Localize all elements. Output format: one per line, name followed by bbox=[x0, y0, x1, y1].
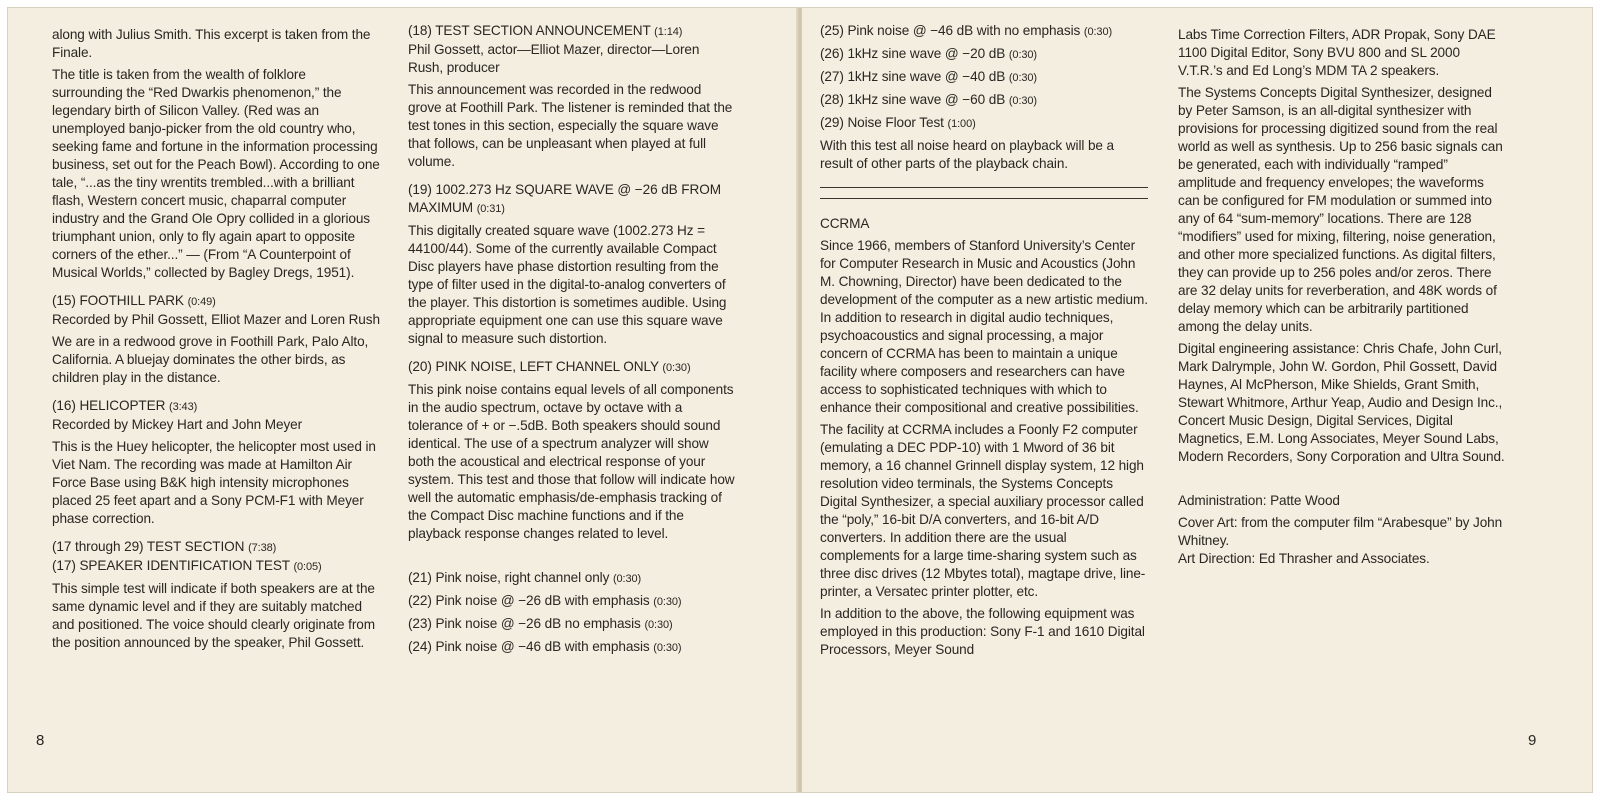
page-9-column-1 bbox=[820, 22, 1148, 659]
credit-line bbox=[52, 416, 380, 434]
text: (20) PINK NOISE, LEFT CHANNEL ONLY bbox=[408, 359, 659, 374]
body-paragraph bbox=[408, 222, 736, 348]
text: (26) 1kHz sine wave @ −20 dB bbox=[820, 46, 1006, 61]
text: (18) TEST SECTION ANNOUNCEMENT bbox=[408, 23, 651, 38]
list-item bbox=[408, 569, 736, 588]
text: Art Direction: Ed Thrasher and Associates. bbox=[1178, 551, 1430, 566]
credit-line bbox=[52, 557, 380, 576]
page-9 bbox=[802, 8, 1592, 792]
double-rule-divider bbox=[820, 187, 1148, 199]
list-item bbox=[408, 615, 736, 634]
text: Labs Time Correction Filters, ADR Propak, Sony DAE 1100 Digital Editor, Sony BVU 800 and SL 2000 V.T.R.’s and Ed Long’s MDM TA 2 speakers. bbox=[1178, 27, 1496, 78]
credit-line bbox=[408, 41, 736, 77]
text: Since 1966, members of Stanford University’s Center for Computer Research in Music and Acoustics (John M. Chowning, Director) have been dedicated to the development of the computer as a new artistic medium. In addition to research in digital audio techniques, psychoacoustics and signal processing, a major concern of CCRMA has been to maintain a unique facility where composers and researchers can have access to sophisticated techniques with which to enhance their compositional and creative possibilities. bbox=[820, 238, 1148, 415]
text: (24) Pink noise @ −46 dB with emphasis bbox=[408, 639, 650, 654]
spacer bbox=[1178, 466, 1506, 492]
list-item bbox=[820, 45, 1148, 64]
duration: (0:30) bbox=[653, 596, 682, 608]
body-paragraph bbox=[52, 580, 380, 652]
text: (19) 1002.273 Hz SQUARE WAVE @ −26 dB FROM MAXIMUM bbox=[408, 182, 721, 215]
text: This pink noise contains equal levels of all components in the audio spectrum, octave by octave with a tolerance of + or −.5dB. Both speakers should sound identical. The use of a spectrum analyzer will show both the acoustical and electrical response of your system. This test and those that follow will indicate how well the automatic emphasis/de-emphasis tracking of the Compact Disc machine functions and if the playback response changes related to level. bbox=[408, 382, 735, 541]
text: along with Julius Smith. This excerpt is taken from the Finale. bbox=[52, 27, 371, 60]
page-number: 9 bbox=[1528, 732, 1537, 749]
body-paragraph bbox=[52, 66, 380, 282]
text: We are in a redwood grove in Foothill Park, Palo Alto, California. A bluejay dominates the other birds, as children play in the distance. bbox=[52, 334, 369, 385]
section-heading bbox=[52, 397, 380, 416]
text: Administration: Patte Wood bbox=[1178, 493, 1340, 508]
text: This is the Huey helicopter, the helicopter most used in Viet Nam. The recording was made at Hamilton Air Force Base using B&K high intensity microphones placed 25 feet apart and a Sony PCM-F1 with Meyer phase correction. bbox=[52, 439, 376, 526]
body-paragraph bbox=[408, 381, 736, 543]
page-8 bbox=[8, 8, 798, 792]
duration: (0:30) bbox=[1008, 95, 1037, 107]
text: (28) 1kHz sine wave @ −60 dB bbox=[820, 92, 1006, 107]
spacer bbox=[408, 543, 736, 569]
body-paragraph bbox=[820, 237, 1148, 417]
text: Phil Gossett, actor—Elliot Mazer, director—Loren Rush, producer bbox=[408, 42, 700, 75]
section-heading bbox=[820, 215, 1148, 233]
body-paragraph bbox=[52, 333, 380, 387]
text: This announcement was recorded in the redwood grove at Foothill Park. The listener is reminded that the test tones in this section, especially the square wave that follows, can be unpleasant when played at full volume. bbox=[408, 82, 733, 169]
list-item bbox=[820, 91, 1148, 110]
duration: (3:43) bbox=[169, 401, 198, 413]
text: (21) Pink noise, right channel only bbox=[408, 570, 610, 585]
text: CCRMA bbox=[820, 216, 870, 231]
text: (15) FOOTHILL PARK bbox=[52, 293, 184, 308]
text: (23) Pink noise @ −26 dB no emphasis bbox=[408, 616, 641, 631]
text: (16) HELICOPTER bbox=[52, 398, 166, 413]
text: (25) Pink noise @ −46 dB with no emphasis bbox=[820, 23, 1081, 38]
list-item bbox=[820, 22, 1148, 41]
duration: (0:30) bbox=[653, 642, 682, 654]
credit-line bbox=[52, 311, 380, 329]
section-heading bbox=[52, 292, 380, 311]
body-paragraph bbox=[1178, 514, 1506, 550]
body-paragraph bbox=[52, 26, 380, 62]
list-item bbox=[408, 638, 736, 657]
page-number: 8 bbox=[36, 732, 45, 749]
body-paragraph bbox=[820, 137, 1148, 173]
page-9-column-2 bbox=[1178, 22, 1506, 572]
page-8-column-2 bbox=[408, 22, 736, 661]
booklet-spread bbox=[8, 8, 1592, 792]
text: This digitally created square wave (1002.273 Hz = 44100/44). Some of the currently available Compact Disc players have phase distortion resulting from the type of filter used in the digital-to-analog converters of the player. This distortion is sometimes audible. Using appropriate equipment one can use this square wave signal to measure such distortion. bbox=[408, 223, 727, 346]
duration: (0:30) bbox=[1083, 26, 1113, 38]
duration: (0:30) bbox=[1008, 72, 1037, 84]
body-paragraph bbox=[1178, 340, 1506, 466]
duration: (0:30) bbox=[662, 362, 691, 374]
duration: (1:00) bbox=[947, 118, 976, 130]
list-item bbox=[1178, 550, 1506, 568]
duration: (0:30) bbox=[612, 573, 642, 585]
list-item bbox=[820, 114, 1148, 133]
duration: (0:31) bbox=[476, 203, 505, 215]
duration: (0:30) bbox=[1008, 49, 1037, 61]
list-item bbox=[1178, 492, 1506, 510]
section-heading bbox=[52, 538, 380, 557]
text: Recorded by Phil Gossett, Elliot Mazer and Loren Rush bbox=[52, 312, 380, 327]
text: (17 through 29) TEST SECTION bbox=[52, 539, 245, 554]
text: The facility at CCRMA includes a Foonly F2 computer (emulating a DEC PDP-10) with 1 Mword of 36 bit memory, a 16 channel Grinnell display system, 12 high resolution video terminals, the Systems Concepts Digital Synthesizer, a special auxiliary processor called the “poly,” 16-bit D/A converters, and 16-bit A/D converters. In addition there are the usual complements for a large time-sharing system such as three disc drives (12 Mbytes total), magtape drive, line-printer, a Versatec printer plotter, etc. bbox=[820, 422, 1146, 599]
duration: (0:49) bbox=[187, 296, 216, 308]
text: This simple test will indicate if both speakers are at the same dynamic level and if they are suitably matched and positioned. The voice should clearly originate from the position announced by the speaker, Phil Gossett. bbox=[52, 581, 375, 650]
duration: (7:38) bbox=[248, 542, 277, 554]
text: With this test all noise heard on playback will be a result of other parts of the playback chain. bbox=[820, 138, 1115, 171]
duration: (0:30) bbox=[644, 619, 673, 631]
text: In addition to the above, the following equipment was employed in this production: Sony F-1 and 1610 Digital Processors, Meyer Sound bbox=[820, 606, 1145, 657]
body-paragraph bbox=[1178, 84, 1506, 336]
page-8-column-1 bbox=[52, 22, 380, 652]
body-paragraph bbox=[1178, 26, 1506, 80]
list-item bbox=[408, 592, 736, 611]
text: Recorded by Mickey Hart and John Meyer bbox=[52, 417, 303, 432]
section-heading bbox=[408, 181, 736, 218]
body-paragraph bbox=[820, 421, 1148, 601]
text: The Systems Concepts Digital Synthesizer, designed by Peter Samson, is an all-digital synthesizer with provisions for processing digitized sound from the real world as well as synthesis. Up to 256 basic signals can be generated, each with individually “ramped” amplitude and frequency envelopes; the waveforms can be configured for FM modulation or summed into any of 64 “sum-memory” locations. There are 128 “modifiers” used for mixing, filtering, noise generation, and other more specialized functions. As digital filters, they can provide up to 256 poles and/or zeros. There are 32 delay units for reverberation, and 48K words of delay memory which can be arbitrarily partitioned among the delay units. bbox=[1178, 85, 1503, 334]
section-heading bbox=[408, 358, 736, 377]
duration: (1:14) bbox=[654, 26, 683, 38]
text: (29) Noise Floor Test bbox=[820, 115, 944, 130]
text: Digital engineering assistance: Chris Chafe, John Curl, Mark Dalrymple, John W. Gordon, Phil Gossett, David Haynes, Al McPherson, Mike Shields, Grant Smith, Stewart Whitmore, Arthur Yeap, Audio and Design Inc., Concert Music Design, Digital Services, Digital Magnetics, E.M. Long Associates, Meyer Sound Labs, Modern Recorders, Sony Corporation and Ultra Sound. bbox=[1178, 341, 1505, 464]
text: (22) Pink noise @ −26 dB with emphasis bbox=[408, 593, 650, 608]
body-paragraph bbox=[820, 605, 1148, 659]
text: The title is taken from the wealth of folklore surrounding the “Red Dwarkis phenomenon,” the legendary birth of Silicon Valley. (Red was an unemployed banjo-picker from the old country who, seeking fame and fortune in the information processing business, set out for the Peach Bowl). According to one tale, “...as the tiny wrentits trembled...with a brilliant flash, Western concert music, chaparral computer industry and the Grand Ole Opry collided in a glorious triumphant union, only to fly again apart to opposite corners of the ether...” — (From “A Counterpoint of Musical Worlds,” collected by Bagley Dregs, 1951). bbox=[52, 67, 380, 280]
list-item bbox=[820, 68, 1148, 87]
text: (17) SPEAKER IDENTIFICATION TEST bbox=[52, 558, 290, 573]
text: Cover Art: from the computer film “Arabesque” by John Whitney. bbox=[1178, 515, 1503, 548]
section-heading bbox=[408, 22, 736, 41]
body-paragraph bbox=[408, 81, 736, 171]
text: (27) 1kHz sine wave @ −40 dB bbox=[820, 69, 1006, 84]
duration: (0:05) bbox=[293, 561, 322, 573]
body-paragraph bbox=[52, 438, 380, 528]
